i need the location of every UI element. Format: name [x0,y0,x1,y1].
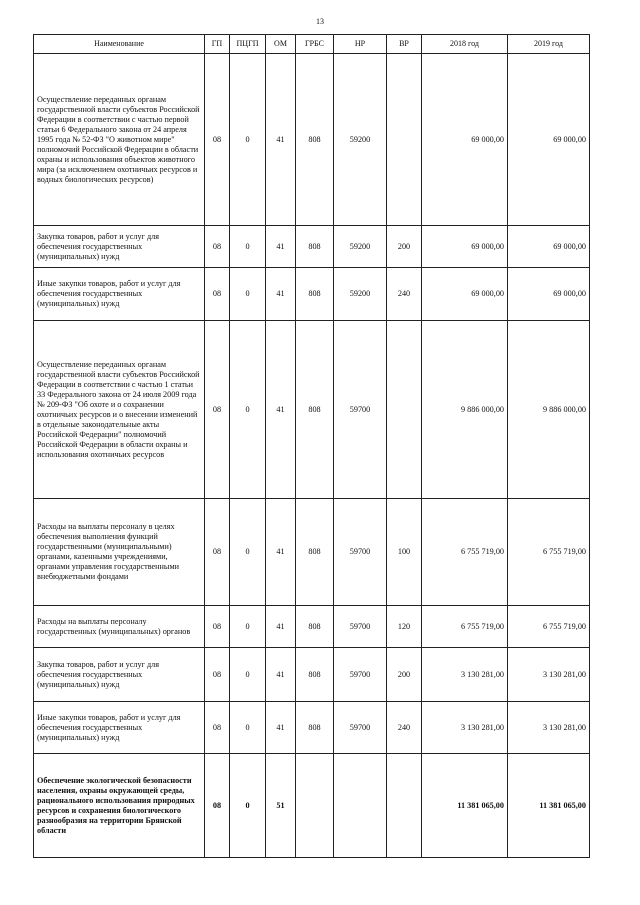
row-grbs: 808 [296,54,334,226]
row-nr: 59700 [334,606,387,648]
table-row [34,268,590,321]
row-name: Закупка товаров, работ и услуг для обеспечения государственных (муниципальных) нужд [34,648,205,702]
row-gp: 08 [205,499,230,606]
row-pcgp: 0 [230,268,266,321]
row-nr: 59700 [334,499,387,606]
row-2018: 6 755 719,00 [422,499,508,606]
table-row [34,754,590,858]
row-gp: 08 [205,754,230,858]
row-2018: 6 755 719,00 [422,606,508,648]
row-2018: 11 381 065,00 [422,754,508,858]
page-number: 13 [316,17,324,26]
row-2019: 6 755 719,00 [508,499,590,606]
row-pcgp: 0 [230,321,266,499]
row-grbs [296,754,334,858]
row-name: Осуществление переданных органам государственной власти субъектов Российской Федерации в соответствии с частью первой статьи 6 Федерального закона от 24 апреля 1995 года № 52-ФЗ "О животном мире" полномочий Российской Федерации в области охраны и использования объектов животного мира (за исключением охотничьих ресурсов и водных биологических ресурсов) [34,54,205,226]
budget-table [33,34,590,858]
header-nr: НР [334,35,387,54]
row-2019: 3 130 281,00 [508,702,590,754]
row-grbs: 808 [296,648,334,702]
row-vr: 240 [387,702,422,754]
row-om: 41 [266,321,296,499]
row-nr: 59200 [334,226,387,268]
row-om: 41 [266,648,296,702]
row-om: 51 [266,754,296,858]
row-grbs: 808 [296,268,334,321]
row-om: 41 [266,268,296,321]
row-nr [334,754,387,858]
row-pcgp: 0 [230,54,266,226]
row-grbs: 808 [296,606,334,648]
header-2018: 2018 год [422,35,508,54]
row-2019: 6 755 719,00 [508,606,590,648]
row-vr [387,754,422,858]
row-vr [387,321,422,499]
row-gp: 08 [205,702,230,754]
table-row [34,648,590,702]
header-row [34,35,590,54]
table-row [34,702,590,754]
row-om: 41 [266,54,296,226]
header-2019: 2019 год [508,35,590,54]
row-name: Расходы на выплаты персоналу в целях обеспечения выполнения функций государственными (муниципальными) органами, казенными учреждениями, органами управления государственными внебюджетными фондами [34,499,205,606]
table-row [34,499,590,606]
row-gp: 08 [205,226,230,268]
row-vr: 120 [387,606,422,648]
row-nr: 59200 [334,268,387,321]
row-2018: 3 130 281,00 [422,702,508,754]
header-om: ОМ [266,35,296,54]
row-2018: 69 000,00 [422,54,508,226]
row-vr: 240 [387,268,422,321]
row-2019: 69 000,00 [508,226,590,268]
row-nr: 59700 [334,321,387,499]
row-2018: 9 886 000,00 [422,321,508,499]
row-grbs: 808 [296,499,334,606]
row-gp: 08 [205,268,230,321]
row-2019: 11 381 065,00 [508,754,590,858]
row-2019: 69 000,00 [508,268,590,321]
row-2018: 69 000,00 [422,226,508,268]
row-grbs: 808 [296,321,334,499]
row-om: 41 [266,226,296,268]
row-name: Обеспечение экологической безопасности населения, охраны окружающей среды, рационального использования природных ресурсов и сохранения биологического разнообразия на территории Брянской области [34,754,205,858]
row-nr: 59700 [334,648,387,702]
table-body [34,54,590,858]
row-name: Осуществление переданных органам государственной власти субъектов Российской Федерации в соответствии с частью 1 статьи 33 Федерального закона от 24 июля 2009 года № 209-ФЗ "Об охоте и о сохранении охотничьих ресурсов и о внесении изменений в отдельные законодательные акты Российской Федерации" полномочий Российской Федерации в области охраны и использования охотничьих ресурсов [34,321,205,499]
row-pcgp: 0 [230,702,266,754]
row-gp: 08 [205,648,230,702]
table-row [34,606,590,648]
row-vr: 200 [387,648,422,702]
row-pcgp: 0 [230,226,266,268]
row-name: Иные закупки товаров, работ и услуг для обеспечения государственных (муниципальных) нужд [34,268,205,321]
row-pcgp: 0 [230,648,266,702]
table-row [34,321,590,499]
table-row [34,226,590,268]
row-grbs: 808 [296,226,334,268]
row-2018: 3 130 281,00 [422,648,508,702]
row-om: 41 [266,702,296,754]
row-gp: 08 [205,606,230,648]
row-gp: 08 [205,54,230,226]
row-pcgp: 0 [230,606,266,648]
row-om: 41 [266,606,296,648]
row-nr: 59200 [334,54,387,226]
row-name: Иные закупки товаров, работ и услуг для обеспечения государственных (муниципальных) нужд [34,702,205,754]
header-grbs: ГРБС [296,35,334,54]
row-2019: 69 000,00 [508,54,590,226]
table-row [34,54,590,226]
row-pcgp: 0 [230,499,266,606]
row-vr [387,54,422,226]
row-nr: 59700 [334,702,387,754]
row-name: Закупка товаров, работ и услуг для обеспечения государственных (муниципальных) нужд [34,226,205,268]
header-gp: ГП [205,35,230,54]
header-vr: ВР [387,35,422,54]
row-pcgp: 0 [230,754,266,858]
row-vr: 100 [387,499,422,606]
row-2019: 9 886 000,00 [508,321,590,499]
header-pcgp: ПЦГП [230,35,266,54]
header-name: Наименование [34,35,205,54]
row-2019: 3 130 281,00 [508,648,590,702]
row-vr: 200 [387,226,422,268]
row-gp: 08 [205,321,230,499]
row-om: 41 [266,499,296,606]
row-name: Расходы на выплаты персоналу государственных (муниципальных) органов [34,606,205,648]
row-2018: 69 000,00 [422,268,508,321]
row-grbs: 808 [296,702,334,754]
